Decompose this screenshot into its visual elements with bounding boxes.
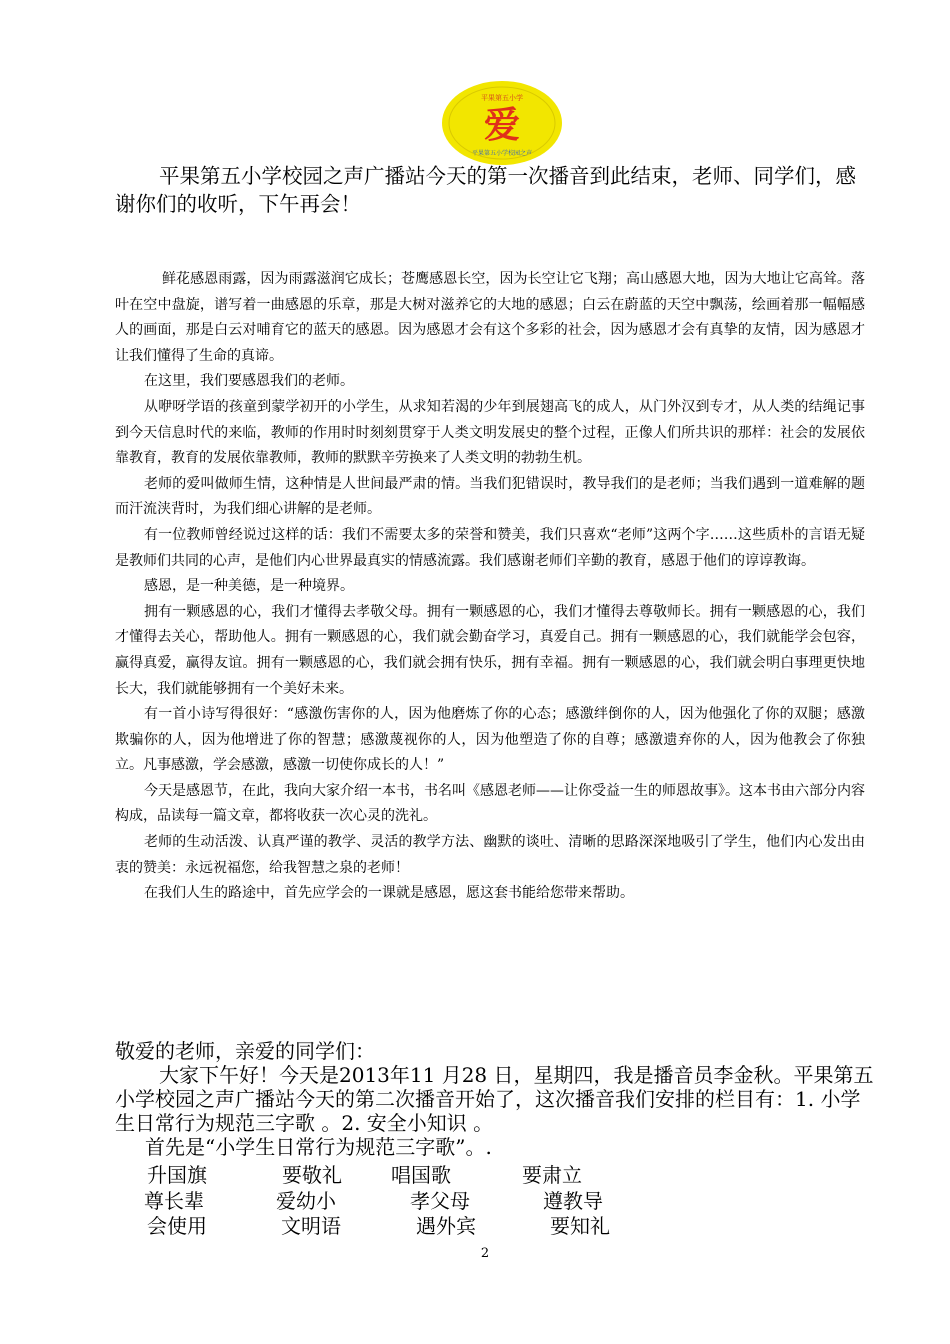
logo-bottom-text: 平果第五小学校园之声 [471, 150, 533, 157]
closing-heading: 平果第五小学校园之声广播站今天的第一次播音到此结束，老师、同学们，感谢你们的收听，下午再会！ [115, 164, 856, 216]
intro-paragraph: 大家下午好！今天是2013年11 月28 日，星期四，我是播音员李金秋。平果第五小学校园之声广播站今天的第二次播音开始了，这次播音我们安排的栏目有：1. 小学生日常行为规范三字歌 。2. 安全小知识 。 [115, 1063, 874, 1135]
page-number: 2 [480, 1246, 490, 1261]
afternoon-broadcast [115, 1039, 875, 1159]
verse-phrase: 升国旗 [147, 1163, 207, 1187]
paragraph: 有一位教师曾经说过这样的话：我们不需要太多的荣誉和赞美，我们只喜欢“老师”这两个字……这些质朴的言语无疑是教师们共同的心声，是他们内心世界最真实的情感流露。我们感谢老师们辛勤的教育，感恩于他们的谆谆教诲。 [115, 526, 865, 569]
logo-top-text: 平果第五小学 [481, 94, 523, 102]
school-logo [441, 80, 563, 166]
paragraph: 有一首小诗写得很好：“感激伤害你的人，因为他磨炼了你的心态；感激绊倒你的人，因为他强化了你的双腿；感激欺骗你的人，因为他增进了你的智慧；感激蔑视你的人，因为他塑造了你的自尊；感激遗弃你的人，因为他教会了你独立。凡事感激，学会感激，感激一切使你成长的人！” [115, 706, 865, 774]
paragraph: 从咿呀学语的孩童到蒙学初开的小学生，从求知若渴的少年到展翅高飞的成人，从门外汉到专才，从人类的结绳记事到今天信息时代的来临，教师的作用时时刻刻贯穿于人类文明发展史的整个过程，正像人们所共识的那样：社会的发展依靠教育，教育的发展依靠教师，教师的默默辛劳换来了人类文明的勃勃生机。 [115, 398, 865, 467]
verse-phrase: 尊长辈 [144, 1189, 204, 1213]
paragraph: 老师的爱叫做师生情，这种情是人世间最严肃的情。当我们犯错误时，教导我们的是老师；当我们遇到一道难解的题而汗流浃背时，为我们细心讲解的是老师。 [115, 475, 865, 518]
paragraph: 在我们人生的路途中，首先应学会的一课就是感恩，愿这套书能给您带来帮助。 [144, 885, 634, 902]
verse-phrase: 遵教导 [543, 1189, 603, 1213]
verse-phrase: 会使用 [147, 1214, 207, 1238]
logo-center-glyph: 爱 [483, 104, 521, 146]
first-item-line: 首先是“小学生日常行为规范三字歌”。. [145, 1135, 492, 1159]
paragraph: 在这里，我们要感恩我们的老师。 [144, 373, 354, 390]
verse-phrase: 孝父母 [410, 1189, 470, 1213]
verse-phrase: 遇外宾 [416, 1214, 476, 1238]
verse-phrase: 文明语 [281, 1214, 341, 1238]
verse-phrase: 要肃立 [522, 1163, 582, 1187]
paragraph: 感恩，是一种美德，是一种境界。 [144, 578, 354, 595]
verse-phrase: 要敬礼 [282, 1163, 342, 1187]
paragraph: 拥有一颗感恩的心，我们才懂得去孝敬父母。拥有一颗感恩的心，我们才懂得去尊敬师长。拥有一颗感恩的心，我们才懂得去关心，帮助他人。拥有一颗感恩的心，我们就会勤奋学习，真爱自己。拥有一颗感恩的心，我们就能学会包容，赢得真爱，赢得友谊。拥有一颗感恩的心，我们就会拥有快乐，拥有幸福。拥有一颗感恩的心，我们就会明白事理更快地长大，我们就能够拥有一个美好未来。 [115, 603, 865, 697]
paragraph: 鲜花感恩雨露，因为雨露滋润它成长；苍鹰感恩长空，因为长空让它飞翔；高山感恩大地，因为大地让它高耸。落叶在空中盘旋，谱写着一曲感恩的乐章，那是大树对滋养它的大地的感恩；白云在蔚蓝的天空中飘荡，绘画着那一幅幅感人的画面，那是白云对哺育它的蓝天的感恩。因为感恩才会有这个多彩的社会，因为感恩才会有真挚的友情，因为感恩才让我们懂得了生命的真谛。 [115, 271, 865, 364]
paragraph: 老师的生动活泼、认真严谨的教学、灵活的教学方法、幽默的谈吐、清晰的思路深深地吸引了学生，他们内心发出由衷的赞美：永远祝福您，给我智慧之泉的老师！ [115, 834, 865, 876]
greeting: 敬爱的老师，亲爱的同学们： [115, 1039, 375, 1063]
verse-phrase: 要知礼 [550, 1214, 610, 1238]
thanksgiving-article [115, 267, 865, 907]
paragraph: 今天是感恩节，在此，我向大家介绍一本书，书名叫《感恩老师——让你受益一生的师恩故事》。这本书由六部分内容构成，品读每一篇文章，都将收获一次心灵的洗礼。 [115, 782, 865, 825]
verse-phrase: 爱幼小 [276, 1189, 336, 1213]
verse-phrase: 唱国歌 [391, 1163, 451, 1187]
